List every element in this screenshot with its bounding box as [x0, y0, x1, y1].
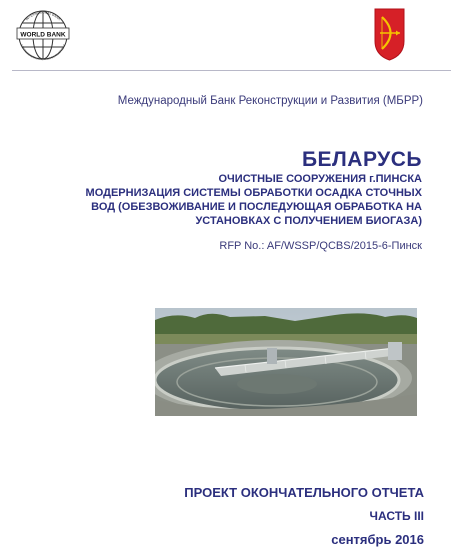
project-title-line: ОЧИСТНЫЕ СООРУЖЕНИЯ г.ПИНСКА [218, 173, 422, 185]
world-bank-logo [14, 5, 72, 65]
report-title: ПРОЕКТ ОКОНЧАТЕЛЬНОГО ОТЧЕТА [184, 485, 424, 500]
report-part: ЧАСТЬ III [369, 509, 424, 523]
project-title [22, 172, 422, 228]
project-title-line: УСТАНОВКАХ С ПОЛУЧЕНИЕМ БИОГАЗА) [195, 215, 422, 227]
project-title-line: МОДЕРНИЗАЦИЯ СИСТЕМЫ ОБРАБОТКИ ОСАДКА СТОЧНЫХ [85, 187, 422, 199]
svg-text:FOR RECONSTRUCTION AND DEVELOP: FOR RECONSTRUCTION AND DEVELOPMENT [19, 44, 67, 62]
report-date: сентябрь 2016 [331, 532, 424, 547]
rfp-number: RFP No.: AF/WSSP/QCBS/2015-6-Пинск [219, 240, 422, 252]
header-divider [12, 70, 451, 71]
treatment-plant-photo [155, 308, 417, 416]
coat-of-arms-icon [373, 7, 406, 62]
organization-name: Международный Банк Реконструкции и Развития (МБРР) [117, 95, 423, 107]
country-title: БЕЛАРУСЬ [301, 148, 422, 171]
logo-wordmark: WORLD BANK [20, 31, 66, 39]
project-title-line: ВОД (ОБЕЗВОЖИВАНИЕ И ПОСЛЕДУЮЩАЯ ОБРАБОТКА НА [91, 201, 422, 213]
svg-text:INTERNATIONAL BANK: INTERNATIONAL BANK [24, 10, 62, 22]
